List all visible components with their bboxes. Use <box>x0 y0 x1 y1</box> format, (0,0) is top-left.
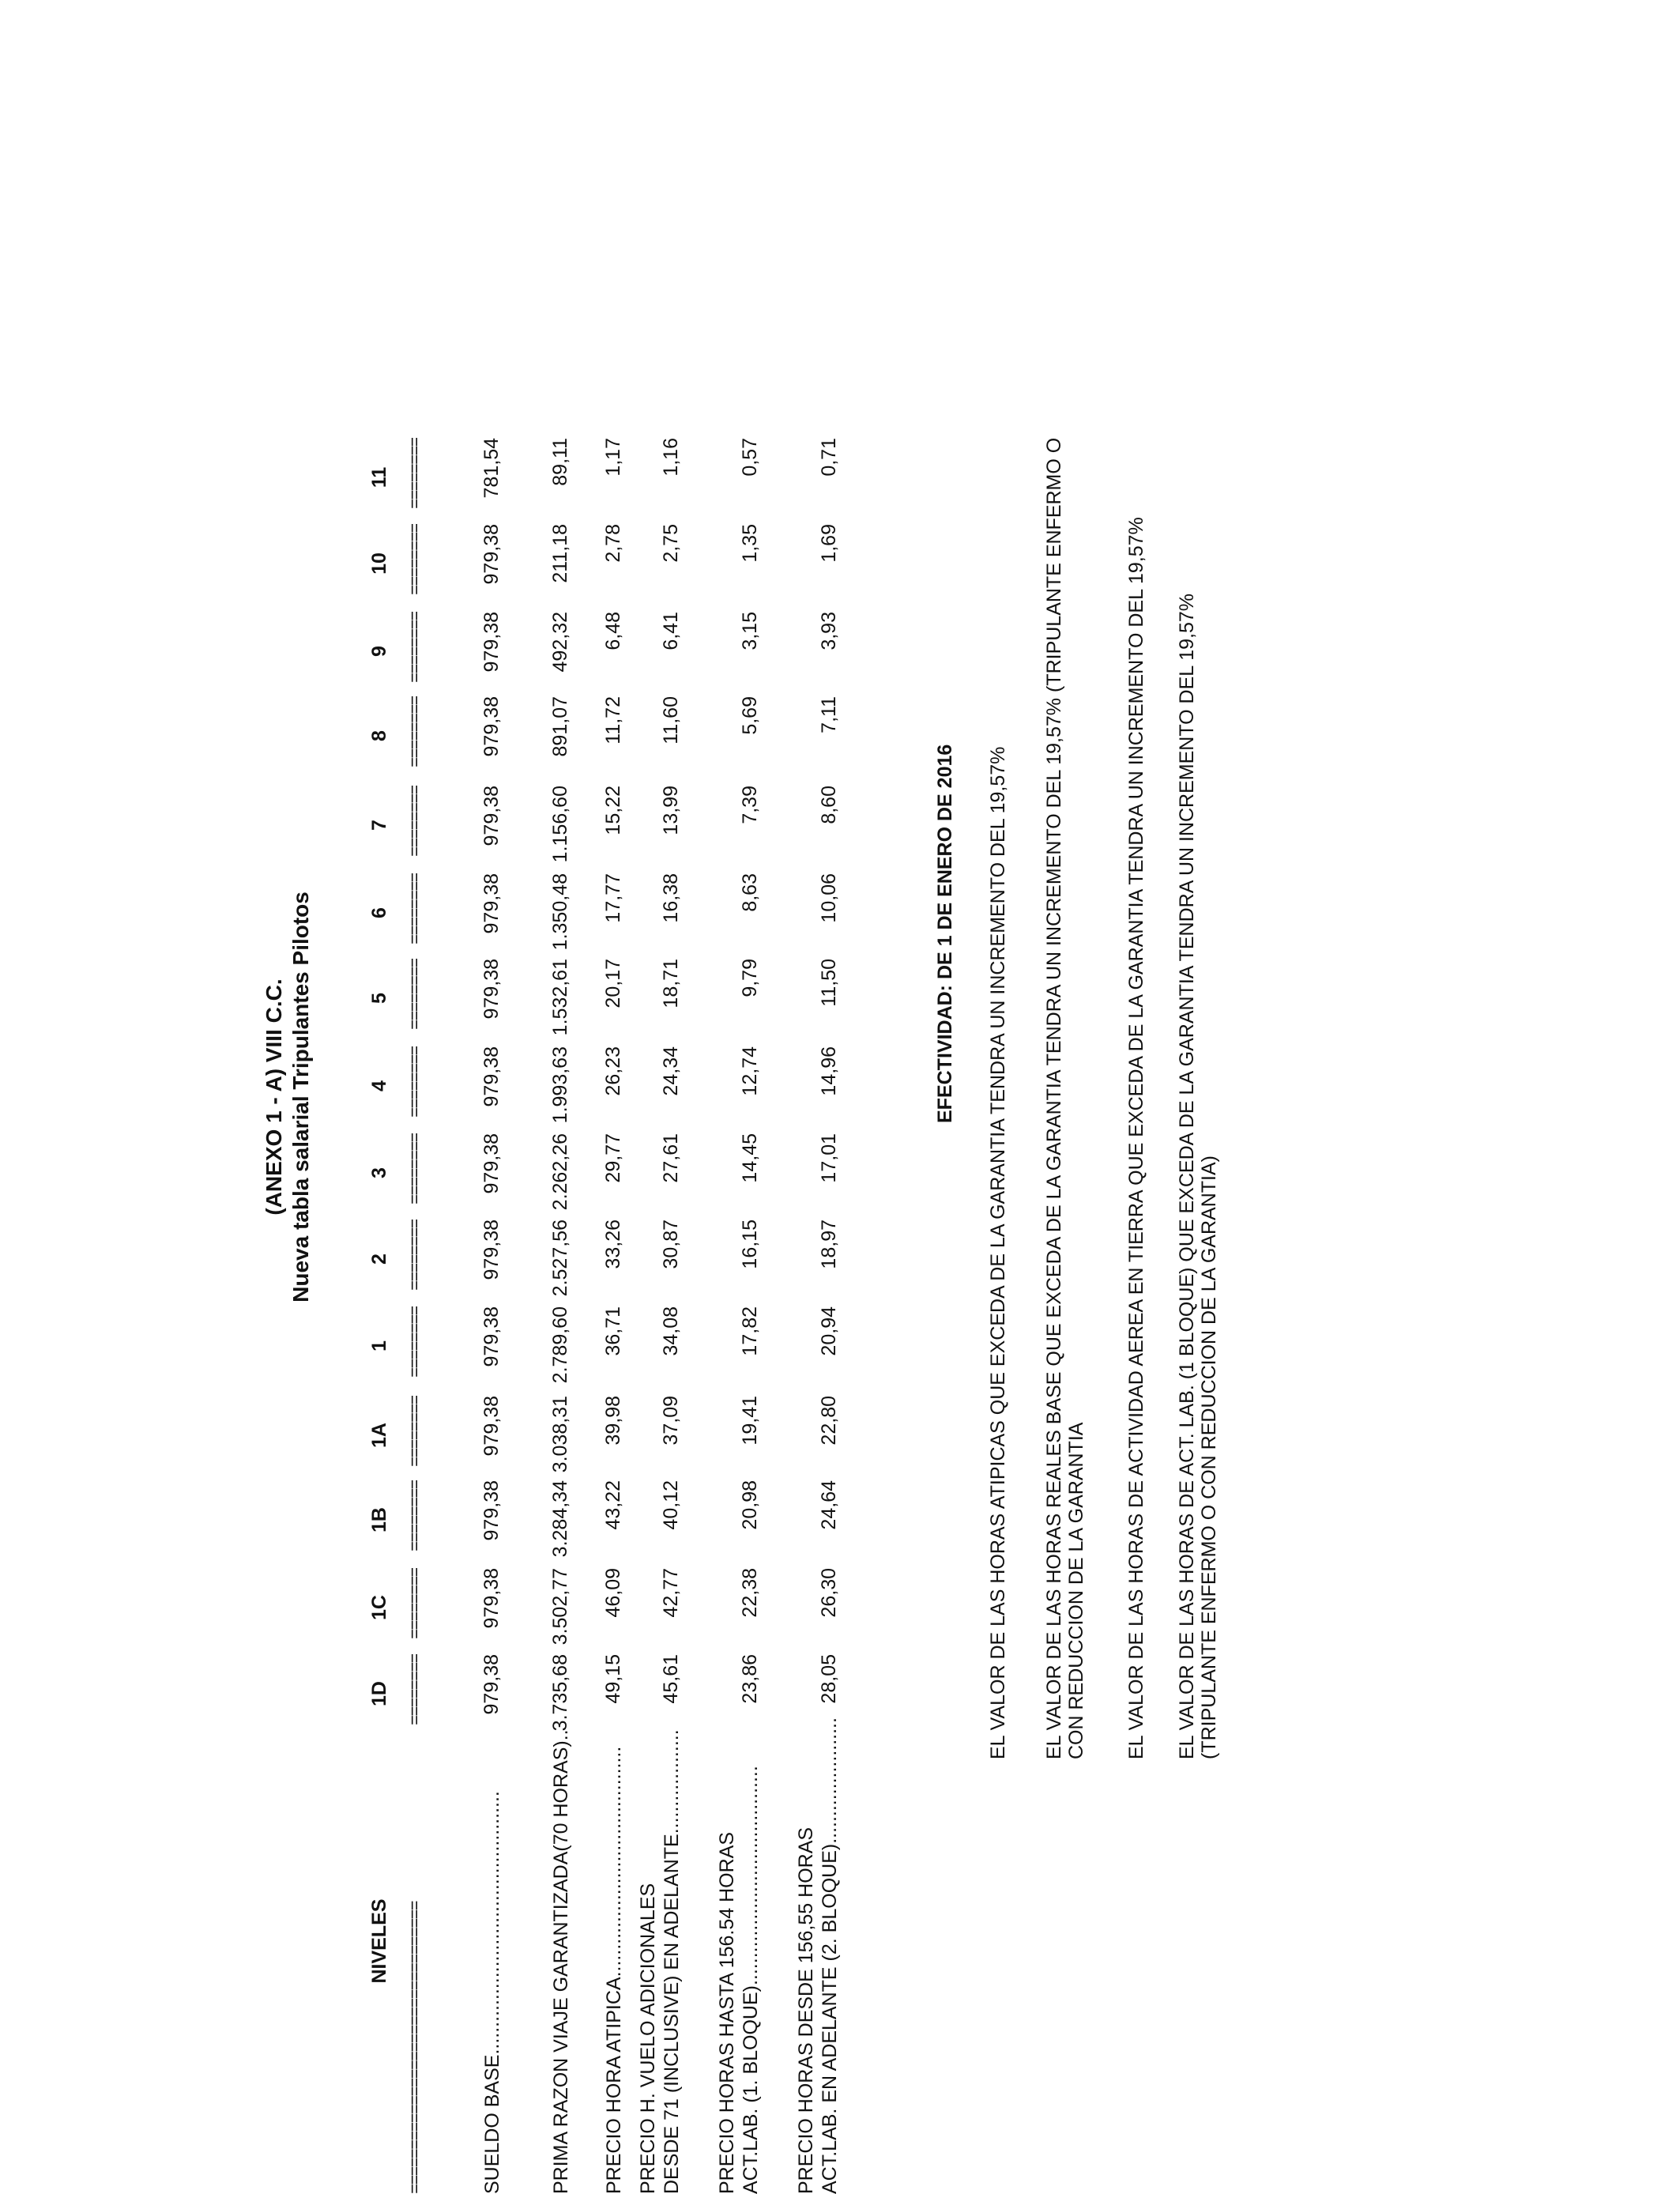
table-cell: 979,38 <box>480 1396 503 1457</box>
row-label <box>794 1717 842 2194</box>
table-cell: 979,38 <box>480 1133 503 1194</box>
table-cell: 17,77 <box>602 873 624 923</box>
table-cell: 979,38 <box>480 873 503 934</box>
note-line: EL VALOR DE LAS HORAS DE ACT. LAB. (1 BLOQUE) QUE EXCEDA DE LA GARANTIA TENDRA UN INCREMENTO DEL 19,57% <box>1176 594 1198 1759</box>
table-cell: 30,87 <box>660 1220 682 1269</box>
column-separator: ======== <box>406 696 426 767</box>
column-header: 1C <box>368 1595 390 1620</box>
table-cell: 37,09 <box>660 1396 682 1446</box>
column-header: 3 <box>368 1167 390 1178</box>
column-header-niveles: NIVELES <box>368 1898 390 1984</box>
table-cell: 1,16 <box>660 438 682 477</box>
table-cell: 8,60 <box>818 786 840 824</box>
note <box>987 747 1009 1759</box>
table-cell: 8,63 <box>739 873 761 912</box>
table-cell: 1.993,63 <box>549 1046 571 1124</box>
table-cell: 12,74 <box>739 1046 761 1096</box>
column-separator: ======== <box>406 438 426 509</box>
table-cell: 1,35 <box>739 524 761 563</box>
row-label <box>715 1766 763 2194</box>
table-cell: 13,99 <box>660 786 682 835</box>
note-line: EL VALOR DE LAS HORAS ATIPICAS QUE EXCEDA DE LA GARANTIA TENDRA UN INCREMENTO DEL 19,57% <box>987 746 1009 1759</box>
table-cell: 14,45 <box>739 1133 761 1183</box>
table-cell: 42,77 <box>660 1568 682 1618</box>
column-separator: ======== <box>406 524 426 595</box>
table-cell: 22,80 <box>818 1396 840 1446</box>
table-cell: 28,05 <box>818 1654 840 1704</box>
column-separator: ======== <box>406 1480 426 1551</box>
row-label <box>480 1791 504 2194</box>
table-cell: 5,69 <box>739 696 761 735</box>
table-cell: 33,26 <box>602 1220 624 1269</box>
column-separator: ======== <box>406 1568 426 1639</box>
note-line: EL VALOR DE LAS HORAS REALES BASE QUE EXCEDA DE LA GARANTIA TENDRA UN INCREMENTO DEL 19,57% (TRIPULANTE ENFERMO O <box>1043 437 1065 1759</box>
note <box>1043 438 1087 1759</box>
table-cell: 26,30 <box>818 1568 840 1618</box>
column-header: 11 <box>368 466 390 488</box>
table-cell: 18,97 <box>818 1220 840 1269</box>
table-cell: 11,72 <box>602 696 624 745</box>
table-cell: 40,12 <box>660 1480 682 1530</box>
table-cell: 1,17 <box>602 438 624 477</box>
table-cell: 979,38 <box>480 1046 503 1107</box>
column-separator: ======== <box>406 1306 426 1378</box>
row-label <box>602 1747 626 2194</box>
row-label <box>549 1729 573 2194</box>
table-cell: 11,50 <box>818 959 840 1007</box>
table-cell: 89,11 <box>549 438 571 486</box>
row-label-line: SUELDO BASE................................................ <box>481 1791 503 2194</box>
table-cell: 45,61 <box>660 1654 682 1704</box>
note <box>1176 594 1220 1759</box>
table-cell: 14,96 <box>818 1046 840 1096</box>
table-cell: 16,38 <box>660 873 682 923</box>
table-cell: 20,94 <box>818 1306 840 1356</box>
table-cell: 2,78 <box>602 524 624 563</box>
table-cell: 24,34 <box>660 1046 682 1096</box>
table-cell: 211,18 <box>549 524 571 583</box>
column-header: 4 <box>368 1080 390 1091</box>
document-subtitle: Nueva tabla salarial Tripulantes Pilotos <box>288 892 313 1302</box>
table-cell: 27,61 <box>660 1133 682 1183</box>
note-line: EL VALOR DE LAS HORAS DE ACTIVIDAD AEREA EN TIERRA QUE EXCEDA DE LA GARANTIA TENDRA UN INCREMENTO DEL 19,57% <box>1125 517 1147 1759</box>
table-cell: 6,48 <box>602 612 624 650</box>
table-cell: 3.284,34 <box>549 1480 571 1558</box>
table-cell: 24,64 <box>818 1480 840 1530</box>
table-cell: 18,71 <box>660 959 682 1008</box>
table-cell: 1.156,60 <box>549 786 571 863</box>
table-cell: 2.789,60 <box>549 1306 571 1384</box>
table-cell: 29,77 <box>602 1133 624 1183</box>
table-cell: 20,98 <box>739 1480 761 1530</box>
column-header: 5 <box>368 993 390 1004</box>
row-label-line: ACT.LAB. (1. BLOQUE)........................................ <box>740 1766 762 2194</box>
row-label-line: ACT.LAB. EN ADELANTE (2. BLOQUE)....................... <box>819 1717 841 2194</box>
table-cell: 26,23 <box>602 1046 624 1096</box>
table-cell: 11,60 <box>660 696 682 745</box>
table-cell: 1.350,48 <box>549 873 571 951</box>
column-header: 9 <box>368 646 390 657</box>
table-cell: 979,38 <box>480 1480 503 1541</box>
column-header: 1A <box>368 1423 390 1448</box>
column-separator: ======== <box>406 959 426 1030</box>
table-cell: 20,17 <box>602 959 624 1008</box>
column-header: 10 <box>368 552 390 575</box>
table-cell: 49,15 <box>602 1654 624 1704</box>
note <box>1125 517 1147 1759</box>
table-cell: 16,15 <box>739 1220 761 1269</box>
column-header: 7 <box>368 820 390 831</box>
table-cell: 36,71 <box>602 1306 624 1356</box>
table-cell: 1,69 <box>818 524 840 563</box>
column-header: 8 <box>368 730 390 741</box>
table-cell: 781,54 <box>480 438 503 499</box>
table-cell: 46,09 <box>602 1568 624 1618</box>
table-cell: 891,07 <box>549 696 571 757</box>
table-cell: 979,38 <box>480 786 503 846</box>
table-cell: 1.532,61 <box>549 959 571 1036</box>
table-cell: 3.038,31 <box>549 1396 571 1473</box>
table-cell: 2.527,56 <box>549 1220 571 1297</box>
row-label-line: DESDE 71 (INCLUSIVE) EN ADELANTE................... <box>661 1729 683 2194</box>
column-separator: ======== <box>406 612 426 683</box>
header-separator: ================================= <box>406 1902 426 2194</box>
table-cell: 979,38 <box>480 524 503 585</box>
document-title: (ANEXO 1 - A) VIII C.C. <box>262 978 286 1216</box>
column-separator: ======== <box>406 1220 426 1291</box>
table-cell: 10,06 <box>818 873 840 923</box>
column-separator: ======== <box>406 1133 426 1204</box>
table-cell: 6,41 <box>660 612 682 650</box>
column-header: 1 <box>368 1340 390 1351</box>
table-cell: 3,15 <box>739 612 761 650</box>
table-cell: 2.262,26 <box>549 1133 571 1211</box>
row-label-line: PRECIO HORAS HASTA 156.54 HORAS <box>716 1831 738 2194</box>
column-separator: ======== <box>406 873 426 944</box>
table-cell: 7,11 <box>818 696 840 733</box>
row-label-line: PRIMA RAZON VIAJE GARANTIZADA(70 HORAS).. <box>550 1729 572 2194</box>
row-label-line: PRECIO HORAS DESDE 156,55 HORAS <box>795 1826 817 2194</box>
table-cell: 979,38 <box>480 1568 503 1629</box>
table-cell: 7,39 <box>739 786 761 824</box>
note-line: (TRIPULANTE ENFERMO O CON REDUCCION DE LA GARANTIA) <box>1198 1155 1220 1759</box>
table-cell: 3.735,68 <box>549 1654 571 1732</box>
column-separator: ======== <box>406 1654 426 1725</box>
table-cell: 979,38 <box>480 959 503 1020</box>
column-header: 1B <box>368 1507 390 1532</box>
table-cell: 34,08 <box>660 1306 682 1356</box>
column-header: 1D <box>368 1681 390 1706</box>
table-cell: 19,41 <box>739 1396 761 1446</box>
table-cell: 15,22 <box>602 786 624 835</box>
table-cell: 979,38 <box>480 696 503 757</box>
table-cell: 979,38 <box>480 1654 503 1715</box>
column-separator: ======== <box>406 1046 426 1118</box>
table-cell: 23,86 <box>739 1654 761 1704</box>
table-cell: 979,38 <box>480 1306 503 1367</box>
table-cell: 979,38 <box>480 612 503 673</box>
column-header: 6 <box>368 907 390 918</box>
row-label-line: PRECIO H. VUELO ADICIONALES <box>637 1883 659 2194</box>
table-cell: 17,01 <box>818 1133 840 1183</box>
table-cell: 492,32 <box>549 612 571 673</box>
table-cell: 2,75 <box>660 524 682 563</box>
table-cell: 0,57 <box>739 438 761 477</box>
column-separator: ======== <box>406 1396 426 1467</box>
table-cell: 39,98 <box>602 1396 624 1446</box>
column-header: 2 <box>368 1253 390 1265</box>
table-cell: 9,79 <box>739 959 761 997</box>
column-separator: ======== <box>406 786 426 857</box>
table-cell: 3.502,77 <box>549 1568 571 1646</box>
row-label <box>636 1729 684 2194</box>
table-cell: 0,71 <box>818 438 840 477</box>
table-cell: 3,93 <box>818 612 840 650</box>
note-line: CON REDUCCION DE LA GARANTIA <box>1065 1422 1087 1759</box>
table-cell: 43,22 <box>602 1480 624 1530</box>
row-label-line: PRECIO HORA ATIPICA.......................................... <box>603 1746 625 2194</box>
effectivity-date: EFECTIVIDAD: DE 1 DE ENERO DE 2016 <box>934 744 956 1123</box>
table-cell: 979,38 <box>480 1220 503 1280</box>
table-cell: 22,38 <box>739 1568 761 1618</box>
table-cell: 17,82 <box>739 1306 761 1356</box>
